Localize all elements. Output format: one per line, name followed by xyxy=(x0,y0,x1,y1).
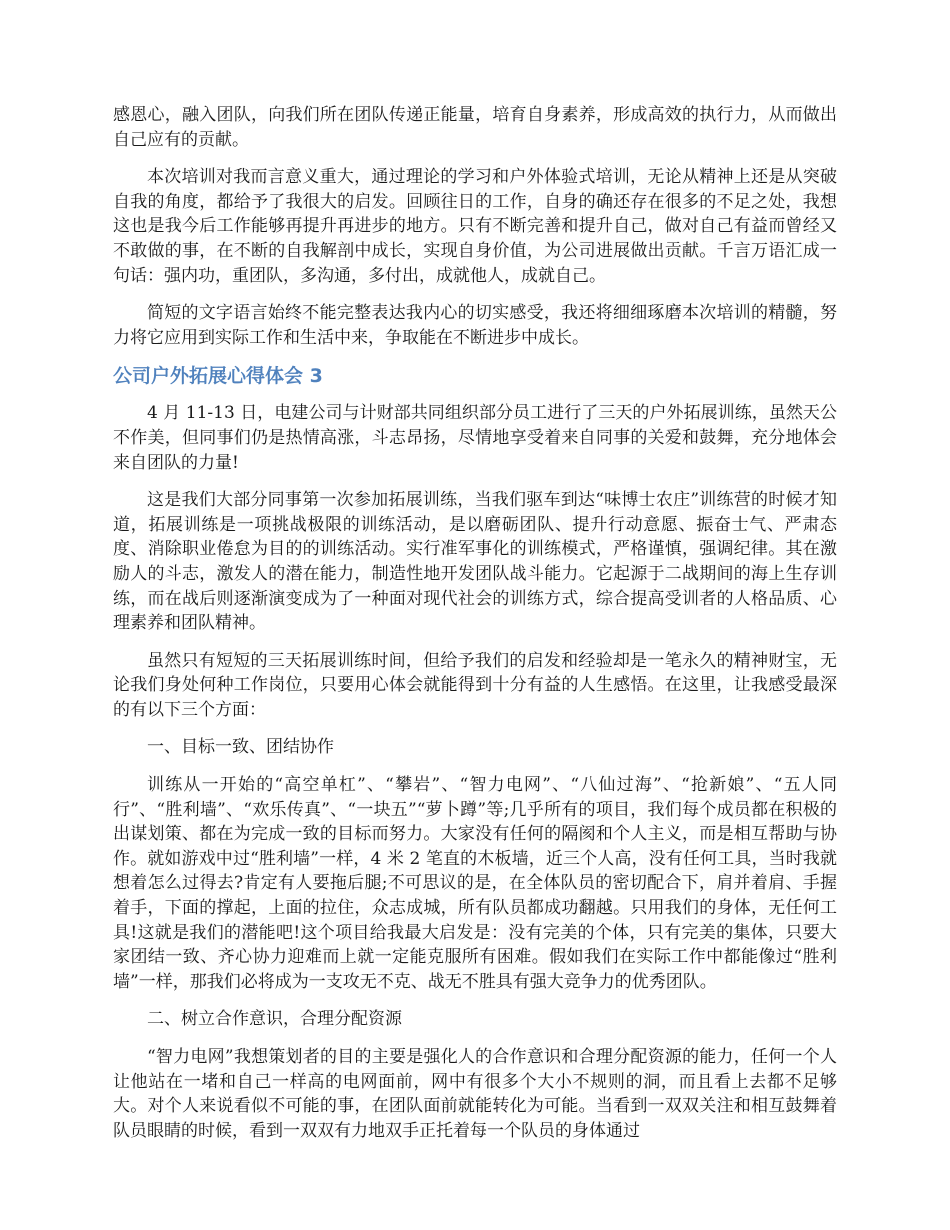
paragraph: 训练从一开始的“高空单杠”、“攀岩”、“智力电网”、“八仙过海”、“抢新娘”、“五人同行”、“胜利墙”、“欢乐传真”、“一块五”“萝卜蹲”等;几乎所有的项目，我们每个成员都在积极的出谋划策、都在为完成一致的目标而努力。大家没有任何的隔阂和个人主义，而是相互帮助与协作。就如游戏中过“胜利墙”一样，4 米 2 笔直的木板墙，近三个人高，没有任何工具，当时我就想着怎么过得去?肯定有人要拖后腿;不可思议的是，在全体队员的密切配合下，肩并着肩、手握着手，下面的撑起，上面的拉住，众志成城，所有队员都成功翻越。只用我们的身体，无任何工具!这就是我们的潜能吧!这个项目给我最大启发是：没有完美的个体，只有完美的集体，只要大家团结一致、齐心协力迎难而上就一定能克服所有困难。假如我们在实际工作中都能像过“胜利墙”一样，那我们必将成为一支攻无不克、战无不胜具有强大竞争力的优秀团队。 xyxy=(113,775,837,992)
paragraph: “智力电网”我想策划者的目的主要是强化人的合作意识和合理分配资源的能力，任何一个人让他站在一堵和自己一样高的电网面前，网中有很多个大小不规则的洞，而且看上去都不足够大。对个人来说看似不可能的事，在团队面前就能转化为可能。当看到一双双关注和相互鼓舞着队员眼睛的时候，看到一双双有力地双手正托着每一个队员的身体通过 xyxy=(113,1047,837,1141)
paragraph: 4 月 11-13 日，电建公司与计财部共同组织部分员工进行了三天的户外拓展训练，虽然天公不作美，但同事们仍是热情高涨，斗志昂扬，尽情地享受着来自同事的关爱和鼓舞，充分地体会来自团队的力量! xyxy=(113,403,837,473)
paragraph: 本次培训对我而言意义重大，通过理论的学习和户外体验式培训，无论从精神上还是从突破自我的角度，都给予了我很大的启发。回顾往日的工作，自身的确还存在很多的不足之处，我想这也是我今后工作能够再提升再进步的地方。只有不断完善和提升自己，做对自己有益而曾经又不敢做的事，在不断的自我解剖中成长，实现自身价值，为公司进展做出贡献。千言万语汇成一句话：强内功，重团队，多沟通，多付出，成就他人，成就自己。 xyxy=(113,167,837,286)
section-heading: 公司户外拓展心得体会 3 xyxy=(113,365,323,388)
paragraph: 虽然只有短短的三天拓展训练时间，但给予我们的启发和经验却是一笔永久的精神财宝，无论我们身处何种工作岗位，只要用心体会就能得到十分有益的人生感悟。在这里，让我感受最深的有以下三个方面： xyxy=(113,650,837,720)
paragraph: 简短的文字语言始终不能完整表达我内心的切实感受，我还将细细琢磨本次培训的精髓，努力将它应用到实际工作和生活中来，争取能在不断进步中成长。 xyxy=(113,303,837,348)
paragraph: 这是我们大部分同事第一次参加拓展训练，当我们驱车到达“味博士农庄”训练营的时候才知道，拓展训练是一项挑战极限的训练活动，是以磨砺团队、提升行动意愿、振奋士气、严肃态度、消除职业倦怠为目的的训练活动。实行准军事化的训练模式，严格谨慎，强调纪律。其在激励人的斗志，激发人的潜在能力，制造性地开发团队战斗能力。它起源于二战期间的海上生存训练，而在战后则逐渐演变成为了一种面对现代社会的训练方式，综合提高受训者的人格品质、心理素养和团队精神。 xyxy=(113,490,837,634)
subsection-title: 二、树立合作意识，合理分配资源 xyxy=(147,1009,402,1030)
document-page xyxy=(113,103,837,1156)
subsection-title: 一、目标一致、团结协作 xyxy=(147,737,334,758)
paragraph-continuation: 感恩心，融入团队，向我们所在团队传递正能量，培育自身素养，形成高效的执行力，从而做出自己应有的贡献。 xyxy=(113,105,837,150)
